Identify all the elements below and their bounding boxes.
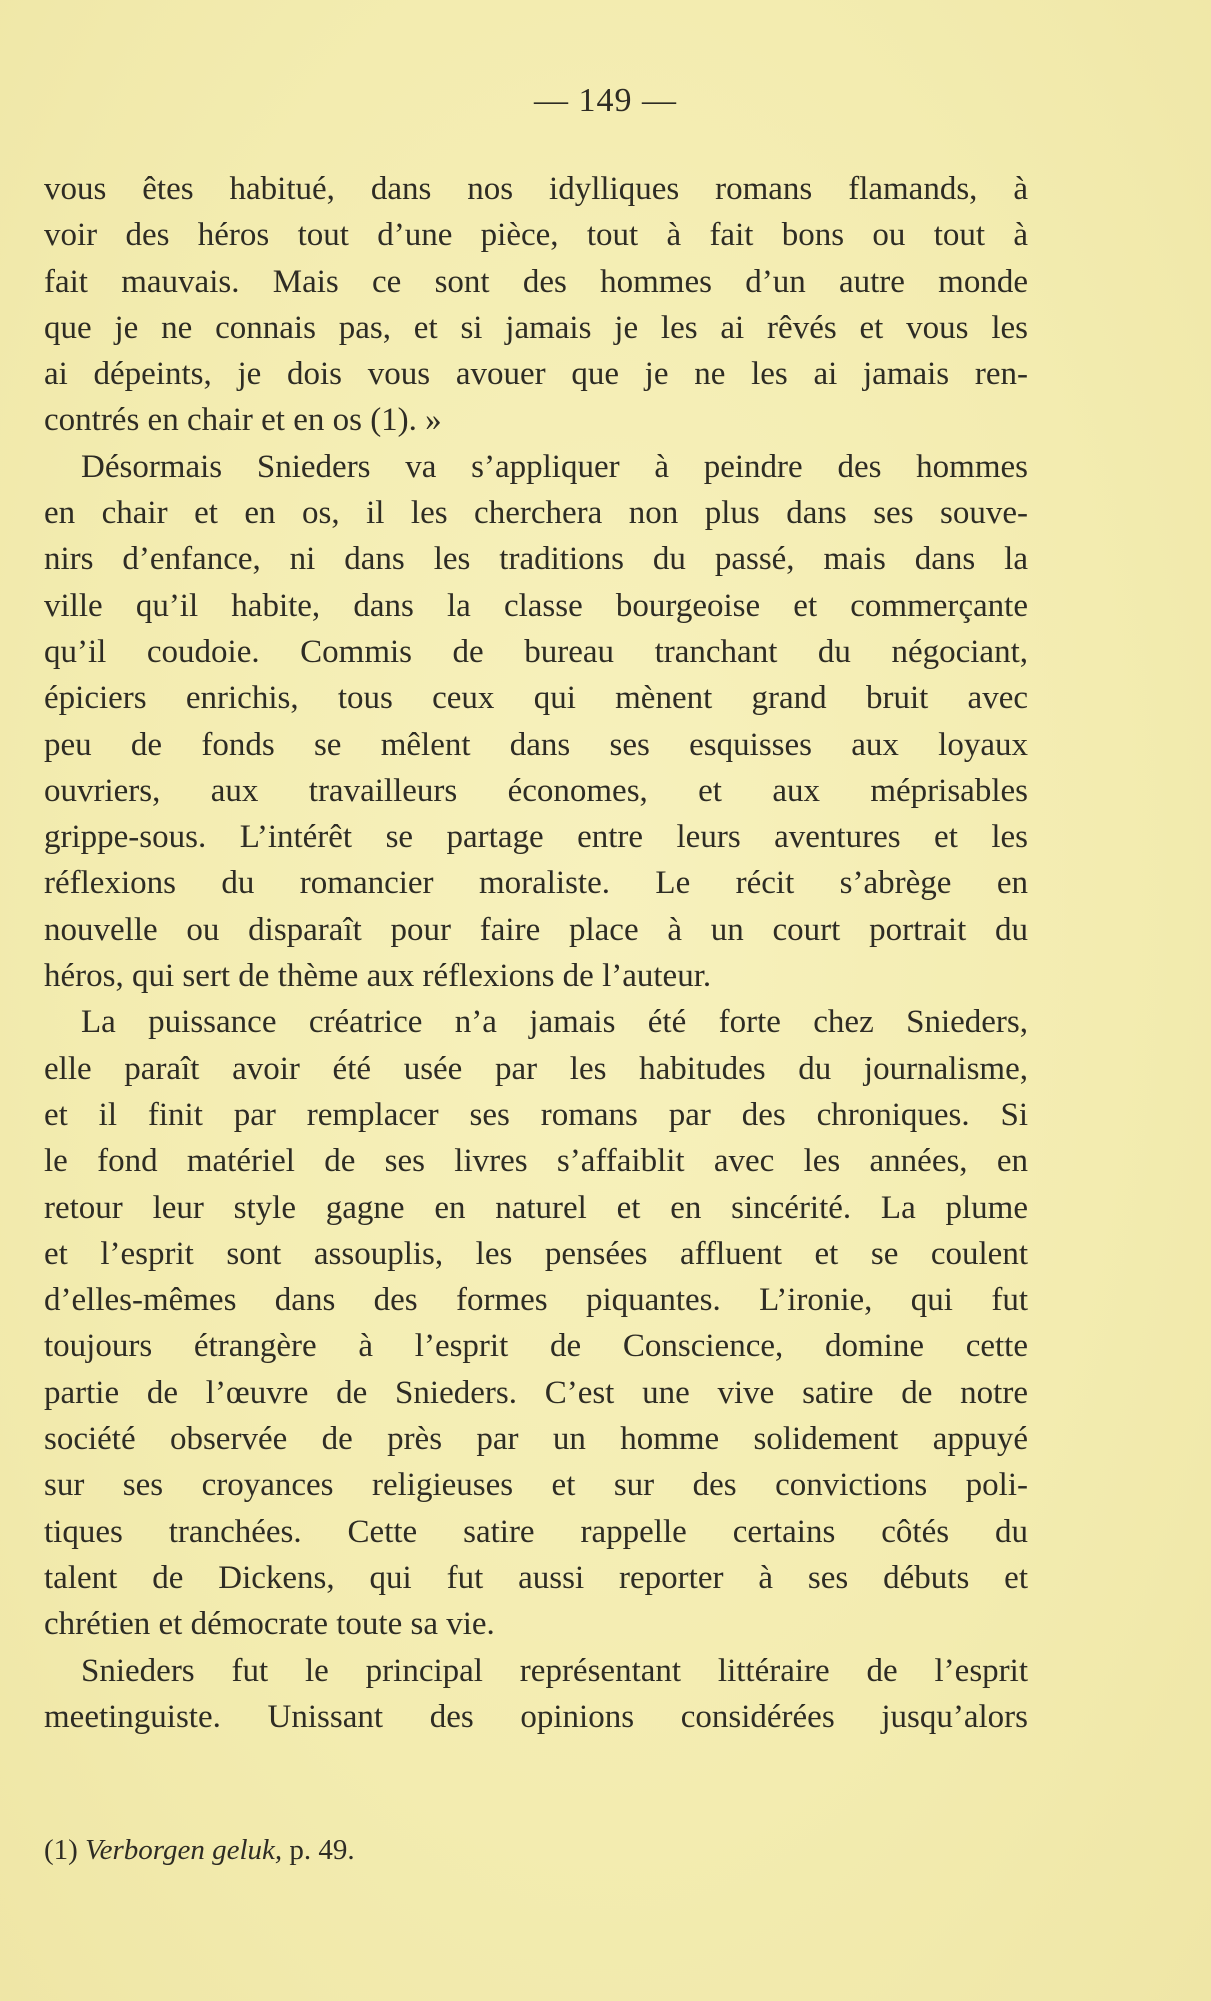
footnote xyxy=(44,1830,355,1870)
text-line: épiciers enrichis, tous ceux qui mènent grand bruit avec xyxy=(44,680,1028,717)
page-number: — 149 — xyxy=(534,82,677,119)
text-line: qu’il coudoie. Commis de bureau tranchant du négociant, xyxy=(44,633,1028,670)
text-line: La puissance créatrice n’a jamais été forte chez Snieders, xyxy=(81,1004,1028,1041)
text-line: peu de fonds se mêlent dans ses esquisses aux loyaux xyxy=(44,726,1028,763)
text-line: partie de l’œuvre de Snieders. C’est une vive satire de notre xyxy=(44,1374,1028,1411)
text-line: héros, qui sert de thème aux réflexions de l’auteur. xyxy=(44,958,712,995)
text-line: Désormais Snieders va s’appliquer à peindre des hommes xyxy=(81,448,1028,485)
text-line: le fond matériel de ses livres s’affaiblit avec les années, en xyxy=(44,1143,1028,1180)
text-line: société observée de près par un homme solidement appuyé xyxy=(44,1421,1028,1458)
text-line: et l’esprit sont assouplis, les pensées affluent et se coulent xyxy=(44,1235,1028,1272)
text-line: tiques tranchées. Cette satire rappelle certains côtés du xyxy=(44,1513,1028,1550)
text-line: voir des héros tout d’une pièce, tout à fait bons ou tout à xyxy=(44,217,1028,254)
text-line: retour leur style gagne en naturel et en sincérité. La plume xyxy=(44,1189,1028,1226)
footnote-title: Verborgen geluk, xyxy=(85,1834,283,1866)
text-line: nirs d’enfance, ni dans les traditions du passé, mais dans la xyxy=(44,541,1028,578)
text-line: contrés en chair et en os (1). » xyxy=(44,402,442,439)
text-line: meetinguiste. Unissant des opinions considérées jusqu’alors xyxy=(44,1698,1028,1735)
text-line: en chair et en os, il les cherchera non plus dans ses souve- xyxy=(44,495,1028,532)
text-line: vous êtes habitué, dans nos idylliques romans flamands, à xyxy=(44,171,1028,207)
text-line: grippe-sous. L’intérêt se partage entre leurs aventures et les xyxy=(44,819,1028,856)
text-line: que je ne connais pas, et si jamais je les ai rêvés et vous les xyxy=(44,309,1028,346)
text-line: ville qu’il habite, dans la classe bourgeoise et commerçante xyxy=(44,587,1028,624)
text-line: et il finit par remplacer ses romans par des chroniques. Si xyxy=(44,1096,1028,1133)
text-line: elle paraît avoir été usée par les habitudes du journalisme, xyxy=(44,1050,1028,1087)
text-line: talent de Dickens, qui fut aussi reporter à ses débuts et xyxy=(44,1559,1028,1596)
body-text xyxy=(44,166,1028,1740)
text-line: chrétien et démocrate toute sa vie. xyxy=(44,1606,495,1643)
footnote-marker: (1) xyxy=(44,1834,78,1866)
text-line: ai dépeints, je dois vous avouer que je ne les ai jamais ren- xyxy=(44,356,1028,393)
text-line: fait mauvais. Mais ce sont des hommes d’un autre monde xyxy=(44,263,1028,300)
text-line: réflexions du romancier moraliste. Le récit s’abrège en xyxy=(44,865,1028,902)
text-line: toujours étrangère à l’esprit de Conscience, domine cette xyxy=(44,1328,1028,1365)
text-line: ouvriers, aux travailleurs économes, et aux méprisables xyxy=(44,772,1028,809)
text-line: sur ses croyances religieuses et sur des convictions poli- xyxy=(44,1467,1028,1504)
footnote-page-ref: p. 49. xyxy=(289,1834,355,1866)
text-line: nouvelle ou disparaît pour faire place à un court portrait du xyxy=(44,911,1028,948)
text-line: d’elles-mêmes dans des formes piquantes. L’ironie, qui fut xyxy=(44,1282,1028,1319)
text-line: Snieders fut le principal représentant littéraire de l’esprit xyxy=(81,1652,1028,1689)
